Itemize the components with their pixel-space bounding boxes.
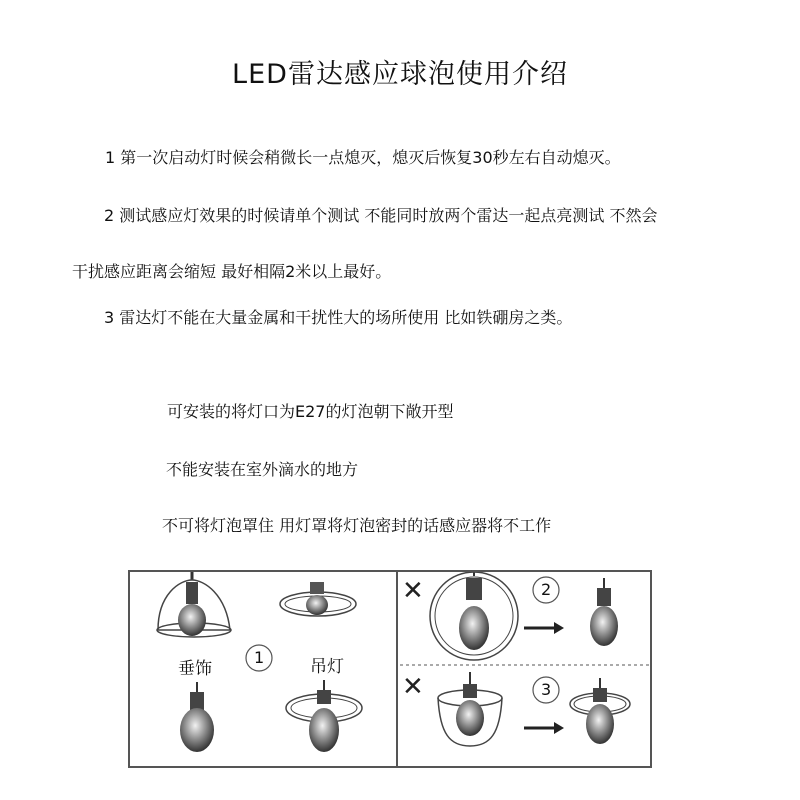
paragraph-2: 2 测试感应灯效果的时候请单个测试 不能同时放两个雷达一起点亮测试 不然会 (104, 206, 658, 225)
note-install-type: 可安装的将灯口为E27的灯泡朝下敞开型 (167, 402, 454, 421)
pendant-lamp-icon (157, 572, 231, 637)
step-1-number: 1 (254, 648, 265, 667)
page-title: LED雷达感应球泡使用介绍 (232, 59, 568, 90)
ring-lamp-icon (286, 680, 362, 752)
label-pendant: 垂饰 (178, 659, 212, 679)
step-2-number: 2 (541, 580, 552, 599)
label-ceiling: 吊灯 (310, 657, 344, 677)
paragraph-1: 1 第一次启动灯时候会稍微长一点熄灭，熄灭后恢复30秒左右自动熄灭。 (105, 148, 621, 167)
paragraph-2-continued: 干扰感应距离会缩短 最好相隔2米以上最好。 (72, 262, 392, 281)
wrong-mark-icon: ✕ (402, 576, 424, 606)
bare-bulb-icon (590, 578, 618, 646)
arrow-right-icon (524, 622, 564, 634)
note-no-outdoor: 不能安装在室外滴水的地方 (166, 460, 359, 479)
arrow-right-icon (524, 722, 564, 734)
enclosed-bowl-lamp-icon (438, 672, 502, 746)
wrong-mark-icon: ✕ (402, 672, 424, 702)
paragraph-3: 3 雷达灯不能在大量金属和干扰性大的场所使用 比如铁硼房之类。 (104, 308, 573, 327)
ceiling-lamp-icon (280, 582, 356, 616)
ring-lamp-icon (570, 678, 630, 744)
enclosed-globe-lamp-icon (430, 572, 518, 660)
installation-diagram (128, 570, 652, 768)
note-no-cover: 不可将灯泡罩住 用灯罩将灯泡密封的话感应器将不工作 (162, 516, 552, 535)
step-3-number: 3 (541, 680, 552, 699)
bulb-icon (180, 682, 214, 752)
